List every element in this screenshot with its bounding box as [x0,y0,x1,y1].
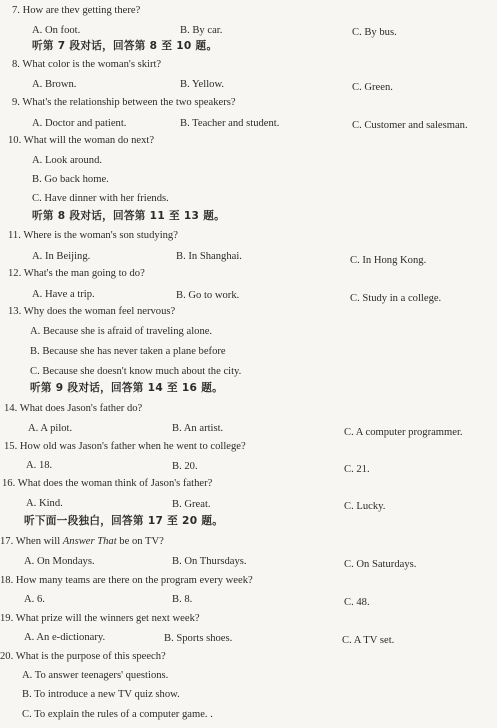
option-b: B. An artist. [172,423,224,434]
option-a: A. 18. [26,460,53,471]
question-11 [8,229,178,242]
question-text-pre: When will [15,536,63,547]
question-number: 16. [2,478,16,489]
option-b: B. To introduce a new TV quiz show. [22,689,180,700]
question-text: How old was Jason's father when he went to college? [19,441,246,452]
question-number: 7. [12,5,20,16]
option-a: A. Doctor and patient. [32,118,127,129]
option-b: B. Teacher and student. [180,118,280,129]
option-a: A. In Beijing. [32,251,91,262]
option-a: A. Kind. [26,498,63,509]
option-b: B. Go to work. [176,290,240,301]
question-number: 20. [0,651,14,662]
question-number: 15. [4,441,18,452]
show-title: Answer That [62,536,117,547]
option-b: B. By car. [180,25,223,36]
question-10 [8,134,154,147]
question-13 [8,305,175,318]
question-number: 14. [4,403,18,414]
question-text: What's the relationship between the two speakers? [22,97,236,108]
question-text: Why does the woman feel nervous? [23,306,176,317]
option-a: A. Brown. [32,79,77,90]
question-text: What color is the woman's skirt? [22,59,162,70]
question-number: 17. [0,536,14,547]
question-7 [12,4,140,17]
option-c: C. Because she doesn't know much about the city. [30,366,242,377]
option-a: A. Look around. [32,155,103,166]
question-number: 12. [8,268,22,279]
option-b: B. 8. [172,594,193,605]
option-c: C. Study in a college. [350,293,442,304]
option-c: C. A computer programmer. [344,427,463,438]
question-17 [0,535,164,548]
section-instruction: 听第 7 段对话，回答第 8 至 10 题。 [32,40,218,52]
option-a: A. To answer teenagers' questions. [22,670,169,681]
question-number: 9. [12,97,20,108]
option-c: C. 48. [344,597,370,608]
option-a: A. A pilot. [28,423,73,434]
question-number: 13. [8,306,22,317]
option-c: C. Customer and salesman. [352,120,468,131]
question-9 [12,96,236,109]
option-c: C. 21. [344,464,370,475]
question-text: What will the woman do next? [23,135,155,146]
option-a: A. An e-dictionary. [24,632,106,643]
question-text: What prize will the winners get next week? [15,613,200,624]
option-c: C. On Saturdays. [344,559,417,570]
option-a: A. On foot. [32,25,81,36]
question-19 [0,612,200,625]
section-instruction: 听下面一段独白，回答第 17 至 20 题。 [24,515,224,527]
option-a: A. Have a trip. [32,289,95,300]
option-a: A. On Mondays. [24,556,95,567]
section-instruction: 听第 8 段对话，回答第 11 至 13 题。 [32,210,226,222]
question-text: What does the woman think of Jason's father? [17,478,213,489]
question-12 [8,267,145,280]
question-20 [0,650,166,663]
question-number: 11. [8,230,21,241]
option-b: B. Because she has never taken a plane before [30,346,226,357]
option-a: A. 6. [24,594,45,605]
question-text: How many teams are there on the program every week? [15,575,253,586]
question-text-post: be on TV? [116,536,164,547]
option-b: B. 20. [172,461,198,472]
option-c: C. Have dinner with her friends. [32,193,169,204]
option-b: B. Go back home. [32,174,109,185]
question-15 [4,440,246,453]
option-b: B. Yellow. [180,79,225,90]
question-8 [12,58,161,71]
question-18 [0,574,253,587]
section-instruction: 听第 9 段对话，回答第 14 至 16 题。 [30,382,224,394]
option-c: C. In Hong Kong. [350,255,427,266]
option-a: A. Because she is afraid of traveling alone. [30,326,213,337]
question-text: How are thev getting there? [22,5,141,16]
option-c: C. By bus. [352,27,397,38]
question-text: What's the man going to do? [23,268,145,279]
question-text: What does Jason's father do? [19,403,143,414]
question-14 [4,402,142,415]
option-b: B. Great. [172,499,211,510]
option-c: C. Green. [352,82,393,93]
question-number: 8. [12,59,20,70]
option-b: B. Sports shoes. [164,633,233,644]
question-16 [2,477,212,490]
option-b: B. In Shanghai. [176,251,242,262]
option-c: C. To explain the rules of a computer game. . [22,709,213,720]
question-number: 10. [8,135,22,146]
option-c: C. A TV set. [342,635,395,646]
option-b: B. On Thursdays. [172,556,247,567]
question-number: 18. [0,575,14,586]
question-number: 19. [0,613,14,624]
question-text: What is the purpose of this speech? [15,651,166,662]
question-text: Where is the woman's son studying? [23,230,178,241]
option-c: C. Lucky. [344,501,386,512]
